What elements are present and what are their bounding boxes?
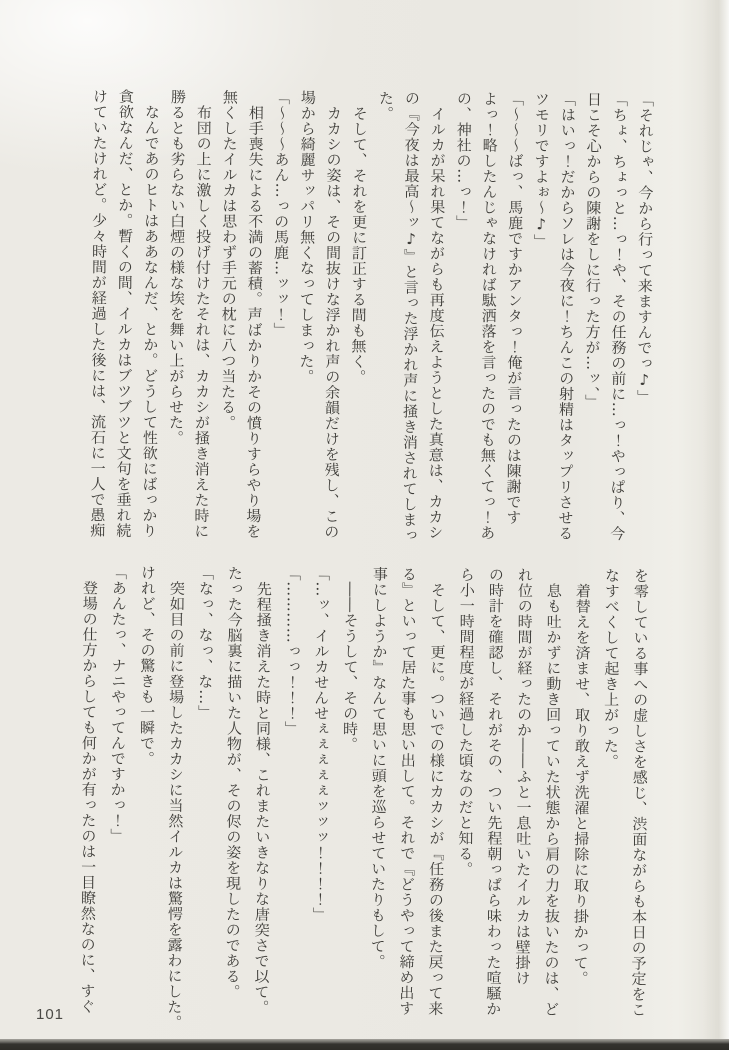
text-line: そして、更に。ついでの様にカカシが『任務の後また戻って来 xyxy=(426,566,448,1017)
page-number: 101 xyxy=(36,1006,65,1023)
text-line: 「…………っっ！！！」 xyxy=(282,565,303,737)
text-line: 「…ッ、イルカせんせぇぇぇぇぇッッッ！！！！」 xyxy=(310,565,332,923)
text-line: の『今夜は最高～ッ♪』と言った浮かれ声に掻き消されてしまっ xyxy=(400,90,422,544)
text-line: 「～～～ばっ、馬鹿ですかアンタっ！俺が言ったのは陳謝です xyxy=(504,91,526,526)
text-line: ら小一時間程度が経過した頃なのだと知る。 xyxy=(456,566,477,877)
text-line: けていたけれど。少々時間が経過した後には、流石に一人で愚痴 xyxy=(88,88,110,539)
top-text-block xyxy=(84,88,659,544)
text-line: 相手喪失による不満の蓄積。声ばかりかその憤りすらやり場を xyxy=(244,89,266,540)
text-line: なすべくして起き上がった。 xyxy=(601,567,622,770)
text-line: そして、それを更に訂正する間も無く。 xyxy=(349,90,370,385)
text-line: れ位の時間が経ったのか――ふと一息吐いたイルカは壁掛け xyxy=(513,567,535,986)
bottom-text-block xyxy=(72,564,655,1030)
text-line: ――そうして、その時。 xyxy=(340,566,361,753)
text-line: イルカが呆れ果てながらも再度伝えようとした真意は、カカシ xyxy=(426,90,448,541)
page-edge-highlight xyxy=(703,0,729,1050)
text-line: 場から綺麗サッパリ無くなってしまった。 xyxy=(297,89,318,385)
text-line: 「それじゃ、今から行って来ますんでっ♪」 xyxy=(635,91,656,405)
text-line: なんであのヒトはああなんだ、とか。どうして性欲にばっかり xyxy=(140,88,162,539)
text-line: 先程掻き消えた時と同様、これまたいきなりな唐突さで以て。 xyxy=(252,565,274,1016)
text-line: 貪欲なんだ、とか。暫くの間、イルカはブツブツと文句を垂れ続 xyxy=(114,88,136,539)
text-line: 勝るとも劣らない白煙の様な埃を舞い上がらせた。 xyxy=(166,89,188,446)
text-line: 登場の仕方からしても何かが有ったのは一目瞭然なのに、すぐ xyxy=(78,564,100,1015)
text-line: 息も吐かずに動き回っていた状態から肩の力を抜いたのは、ど xyxy=(542,567,564,1017)
text-line: カカシの姿は、その間抜けな浮かれ声の余韻だけを残し、この xyxy=(322,89,344,540)
text-line: 突如目の前に登場したカカシに当然イルカは驚愕を露わにした。 xyxy=(165,565,187,1031)
text-line: 「～～～あん…っの馬鹿…ッッ！」 xyxy=(271,89,292,338)
text-line: 「はいっ！だからソレは今夜に！ちんこの射精はタップリさせる xyxy=(556,91,578,541)
text-line: の、神社の…っ！」 xyxy=(454,90,474,231)
text-line: 「あんたっ、ナニやってんですかっ！」 xyxy=(108,564,129,844)
text-line: たった今脳裏に描いた人物が、その侭の姿を現したのである。 xyxy=(223,565,245,1000)
text-line: る』といって居た事も思い出して。それで『どうやって締め出す xyxy=(397,566,419,1017)
text-line: 布団の上に激しく投げ付けたそれは、カカシが掻き消えた時に xyxy=(192,89,214,539)
text-line: 無くしたイルカは思わず手元の枕に八つ当たる。 xyxy=(218,89,240,431)
text-line: を零している事への虚しさを感じ、渋面ながらも本日の予定をこ xyxy=(629,567,651,1018)
text-line: の時計を確認し、それがその、つい先程朝っぱら味わった喧騒か xyxy=(484,566,506,1017)
text-line: 事にしようか』なんて思いに頭を巡らせていたりもして。 xyxy=(368,566,390,970)
text-line: ツモリですよぉ～♪」 xyxy=(532,91,552,250)
text-line: 着替えを済ませ、取り敢えず洗濯と掃除に取り掛かって。 xyxy=(571,567,593,987)
text-line: 日こそ心からの陳謝をしに行った方が…ッ、」 xyxy=(583,91,604,410)
scan-edge-strip xyxy=(0,1039,729,1050)
text-line: よっ！略したんじゃなければ駄洒落を言ったのでも無くてっ！あ xyxy=(478,90,500,541)
text-line: た。 xyxy=(376,90,396,122)
text-line: 「ちょ、ちょっと…っ！や、その任務の前に…っ！やっぱり、今 xyxy=(608,91,630,542)
text-line: 「なっ、なっ、な…」 xyxy=(196,565,216,721)
text-line: けれど、その驚きも一瞬で。 xyxy=(137,564,158,767)
